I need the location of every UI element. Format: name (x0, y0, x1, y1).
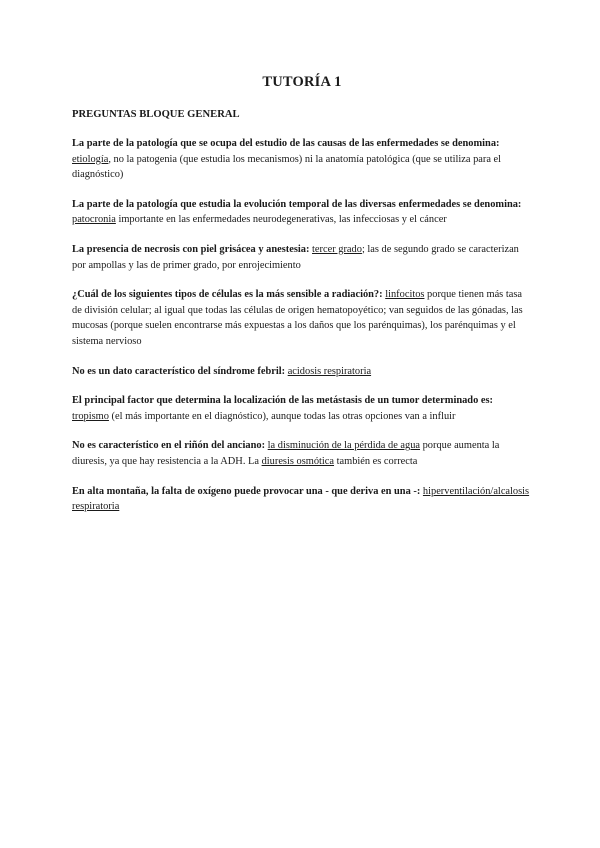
document-page (72, 74, 532, 529)
question-8 (72, 484, 532, 515)
answer-text: tercer grado (312, 243, 362, 255)
answer-text: hiperventilación/alcalosis respiratoria (72, 485, 530, 513)
answer-text: linfocitos (385, 289, 425, 301)
question-3 (72, 242, 532, 273)
section-heading: PREGUNTAS BLOQUE GENERAL (72, 109, 240, 120)
answer-explanation-secondary: también es correcta (334, 455, 418, 467)
question-7 (72, 438, 532, 469)
answer-text: acidosis respiratoria (287, 365, 372, 377)
question-text: La presencia de necrosis con piel grisácea y anestesia: (72, 243, 310, 255)
question-1 (72, 136, 532, 183)
answer-text: tropismo (72, 410, 109, 422)
question-text: La parte de la patología que se ocupa del estudio de las causas de las enfermedades se denomina: (72, 138, 500, 149)
question-4 (72, 287, 532, 349)
answer-text: etiología (72, 153, 109, 165)
document-title: TUTORÍA 1 (262, 74, 342, 90)
question-text: El principal factor que determina la localización de las metástasis de un tumor determinado es: (72, 395, 493, 407)
question-5 (72, 364, 532, 380)
answer-explanation: ; las de segundo grado se caracterizan por ampollas y las de primer grado, por enrojecimiento (72, 243, 519, 271)
question-text: No es un dato característico del síndrome febril: (72, 365, 286, 377)
answer-text-secondary: diuresis osmótica (261, 455, 335, 467)
answer-explanation: (el más importante en el diagnóstico), aunque todas las otras opciones van a influir (108, 410, 456, 422)
answer-text: patocronia (72, 214, 116, 226)
answer-explanation: importante en las enfermedades neurodegenerativas, las infecciosas y el cáncer (115, 214, 447, 226)
question-2 (72, 197, 532, 228)
answer-explanation: porque tienen más tasa de división celular; al igual que todas las células de origen hematopoyético; van seguidos de las gónadas, las mucosas (porque suelen encontrarse más expuestas a los daños que los parénquimas), los parénquimas y el sistema nervioso (72, 289, 523, 347)
question-text: No es característico en el riñón del anciano: (72, 440, 266, 452)
answer-text: la disminución de la pérdida de agua (267, 440, 421, 452)
answer-explanation: , no la patogenia (que estudia los mecanismos) ni la anatomía patológica (que se utiliza para el diagnóstico) (72, 153, 502, 181)
question-text: La parte de la patología que estudia la evolución temporal de las diversas enfermedades se denomina: (72, 198, 522, 210)
question-text: En alta montaña, la falta de oxígeno puede provocar una - que deriva en una -: (72, 485, 421, 497)
answer-explanation: porque aumenta la diuresis, ya que hay resistencia a la ADH. La (72, 440, 500, 467)
question-6 (72, 393, 532, 424)
question-text: ¿Cuál de los siguientes tipos de células es la más sensible a radiación?: (72, 289, 383, 301)
